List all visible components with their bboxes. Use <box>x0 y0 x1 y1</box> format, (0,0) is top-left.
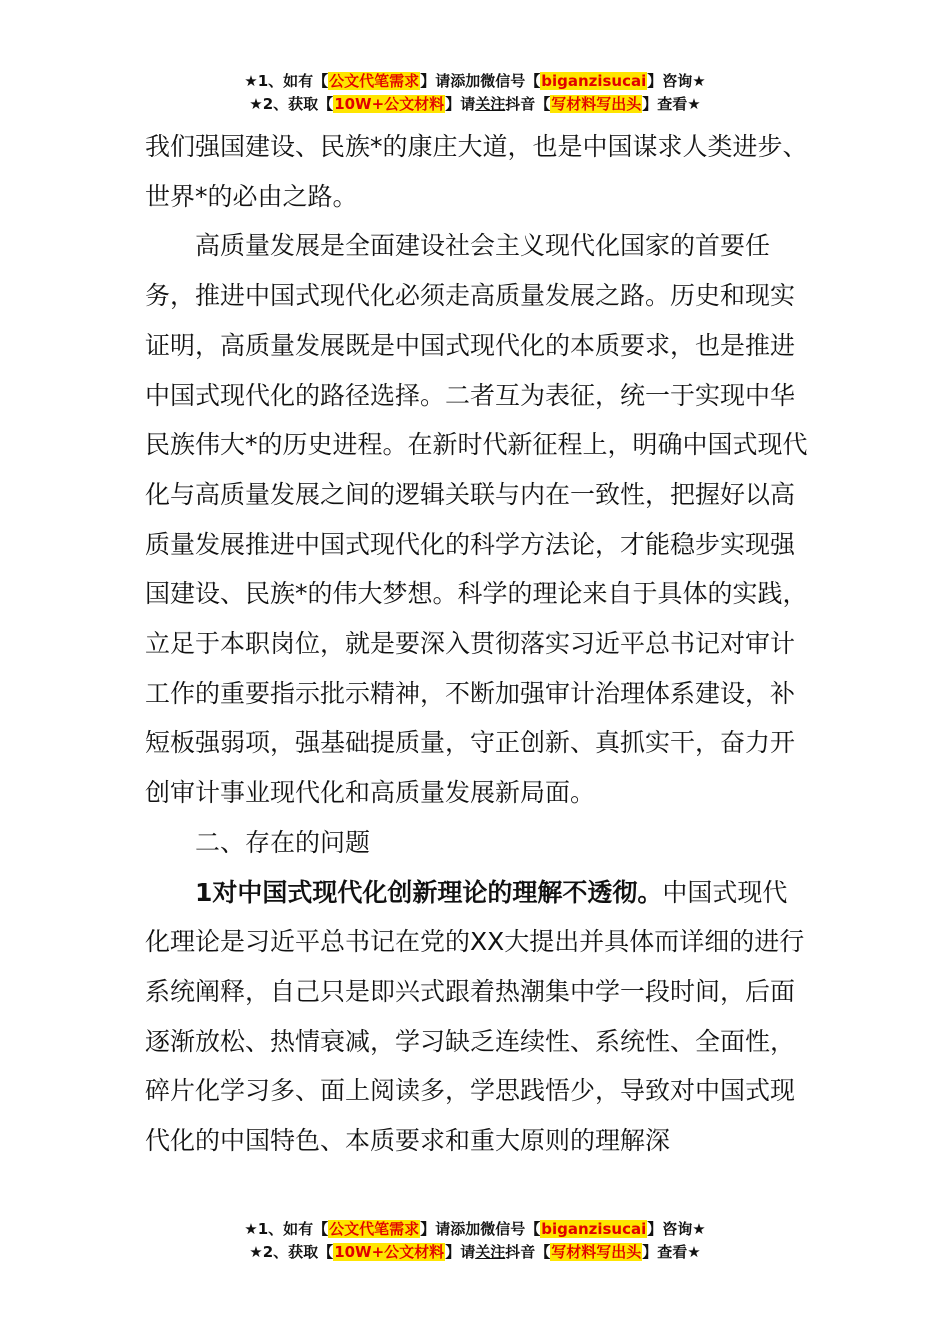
highlight-wechat-id: biganzisucai <box>541 72 647 90</box>
underlined-follow: 关注 <box>475 95 506 113</box>
header-banner <box>0 70 950 116</box>
underlined-follow: 关注 <box>475 1243 506 1261</box>
highlight-douyin-account: 写材料写出头 <box>551 95 642 113</box>
problem-item-1-text: 中国式现代化理论是习近平总书记在党的XX大提出并具体而详细的进行系统阐释，自己只是即兴式跟着热潮集中学一段时间，后面逐渐放松、热情衰减，学习缺乏连续性、系统性、全面性，碎片化学习多、面上阅读多，学思践悟少，导致对中国式现代化的中国特色、本质要求和重大原则的理解深 <box>145 877 805 1156</box>
problem-item-1 <box>145 868 810 1166</box>
banner-line-1: ★1、如有【公文代笔需求】请添加微信号【biganzisucai】咨询★ <box>244 72 706 90</box>
paragraph-high-quality-development: 高质量发展是全面建设社会主义现代化国家的首要任务，推进中国式现代化必须走高质量发展之路。历史和现实证明，高质量发展既是中国式现代化的本质要求，也是推进中国式现代化的路径选择。二者互为表征，统一于实现中华民族伟大*的历史进程。在新时代新征程上，明确中国式现代化与高质量发展之间的逻辑关联与内在一致性，把握好以高质量发展推进中国式现代化的科学方法论，才能稳步实现强国建设、民族*的伟大梦想。科学的理论来自于具体的实践，立足于本职岗位，就是要深入贯彻落实习近平总书记对审计工作的重要指示批示精神，不断加强审计治理体系建设，补短板强弱项，强基础提质量，守正创新、真抓实干，奋力开创审计事业现代化和高质量发展新局面。 <box>145 231 808 808</box>
paragraph-continued: 我们强国建设、民族*的康庄大道，也是中国谋求人类进步、世界*的必由之路。 <box>145 132 808 211</box>
highlight-service: 公文代笔需求 <box>329 1220 420 1238</box>
banner-line-1: ★1、如有【公文代笔需求】请添加微信号【biganzisucai】咨询★ <box>244 1220 706 1238</box>
banner-line-2: ★2、获取【10W+公文材料】请关注抖音【写材料写出头】查看★ <box>249 1243 701 1261</box>
banner-line-2: ★2、获取【10W+公文材料】请关注抖音【写材料写出头】查看★ <box>249 95 701 113</box>
section-heading-problems: 二、存在的问题 <box>195 827 371 857</box>
highlight-wechat-id: biganzisucai <box>541 1220 647 1238</box>
highlight-service: 公文代笔需求 <box>329 72 420 90</box>
highlight-materials: 10W+公文材料 <box>334 95 445 113</box>
footer-banner <box>0 1218 950 1264</box>
problem-item-1-title: 1对中国式现代化创新理论的理解不透彻。 <box>195 877 663 907</box>
highlight-materials: 10W+公文材料 <box>334 1243 445 1261</box>
highlight-douyin-account: 写材料写出头 <box>551 1243 642 1261</box>
document-body <box>145 122 810 1166</box>
